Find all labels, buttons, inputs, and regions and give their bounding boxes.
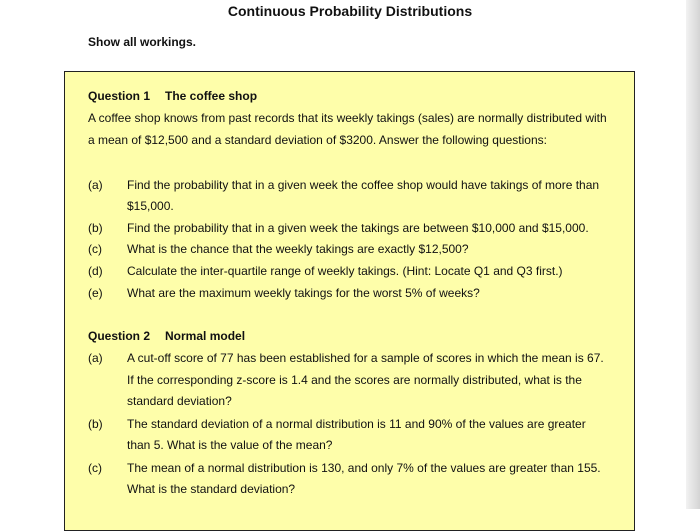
- question-2-number: Question 2: [88, 329, 151, 343]
- q2-part-c-label: (c): [88, 461, 102, 475]
- q2-part-a-line-1: A cut-off score of 77 has been established for a sample of scores in which the mean is 67.: [127, 351, 604, 365]
- q2-part-c-line-1: The mean of a normal distribution is 130, and only 7% of the values are greater than 155.: [127, 461, 601, 475]
- q2-part-a-line-3: standard deviation?: [127, 394, 232, 408]
- question-2-heading: [88, 329, 245, 343]
- q2-part-b-line-2: than 5. What is the value of the mean?: [127, 438, 333, 452]
- q1-part-c-label: (c): [88, 242, 102, 256]
- q1-part-b-label: (b): [88, 221, 103, 235]
- q2-part-b-line-1: The standard deviation of a normal distribution is 11 and 90% of the values are greater: [127, 417, 586, 431]
- q1-part-b-line-1: Find the probability that in a given week the takings are between $10,000 and $15,000.: [127, 221, 589, 235]
- question-1-heading: [88, 89, 257, 103]
- q2-part-b-label: (b): [88, 417, 103, 431]
- q1-part-a-label: (a): [88, 178, 103, 192]
- question-1-intro-line-2: a mean of $12,500 and a standard deviation of $3200. Answer the following questions:: [88, 133, 547, 147]
- q2-part-c-line-2: What is the standard deviation?: [127, 482, 296, 496]
- q1-part-d-line-1: Calculate the inter-quartile range of weekly takings. (Hint: Locate Q1 and Q3 first.): [127, 264, 563, 278]
- q1-part-c-line-1: What is the chance that the weekly takings are exactly $12,500?: [127, 242, 469, 256]
- question-1-title: The coffee shop: [165, 89, 258, 103]
- q1-part-a-line-2: $15,000.: [127, 199, 174, 213]
- page-edge-shadow: [686, 0, 700, 509]
- q1-part-d-label: (d): [88, 264, 103, 278]
- question-2-title: Normal model: [165, 329, 246, 343]
- question-1-number: Question 1: [88, 89, 151, 103]
- q2-part-a-label: (a): [88, 351, 103, 365]
- question-1-intro-line-1: A coffee shop knows from past records that its weekly takings (sales) are normally distributed with: [88, 111, 607, 125]
- q2-part-a-line-2: If the corresponding z-score is 1.4 and the scores are normally distributed, what is the: [127, 373, 582, 387]
- q1-part-a-line-1: Find the probability that in a given week the coffee shop would have takings of more than: [127, 178, 600, 192]
- page-title: Continuous Probability Distributions: [227, 3, 473, 19]
- instruction-text: Show all workings.: [88, 35, 197, 49]
- q1-part-e-line-1: What are the maximum weekly takings for the worst 5% of weeks?: [127, 286, 480, 300]
- q1-part-e-label: (e): [88, 286, 103, 300]
